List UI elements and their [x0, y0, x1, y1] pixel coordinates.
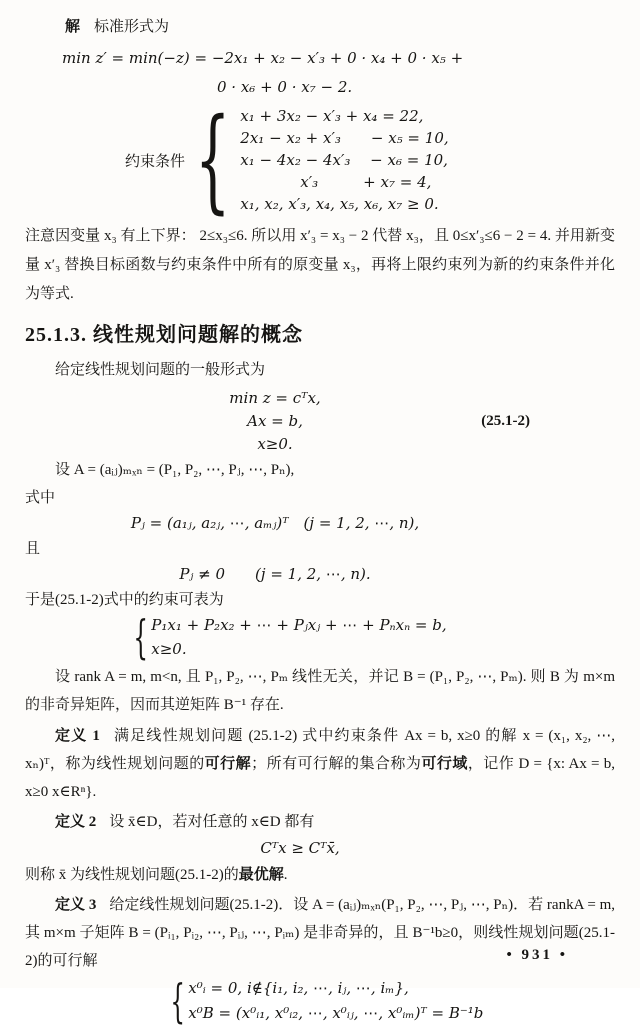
optimal-solution-line: [25, 862, 615, 888]
note-paragraph: 注意因变量 x₃ 有上下界： 2≤x₃≤6. 所以用 x′₃ = x₃ − 2 代替 x₃，且 0≤x′₃≤6 − 2 = 4. 并用新变量 x′₃ 替换目标函数与约束条件中所有的原变量 x₃，再将上限约束列为新的约束条件并化为等式.: [25, 228, 615, 302]
basic-solution-line: x⁰B = (x⁰ᵢ₁, x⁰ᵢ₂, ⋯, x⁰ᵢⱼ, ⋯, x⁰ᵢₘ)ᵀ = B⁻¹b: [188, 1004, 484, 1022]
vector-form-system: [130, 610, 615, 664]
definition-3-label: 定义 3: [55, 897, 97, 913]
definition-1: [25, 722, 615, 806]
rank-paragraph: 设 rank A = m, m<n, 且 P₁, P₂, ⋯, Pₘ 线性无关，并记 B = (P₁, P₂, ⋯, Pₘ). 则 B 为 m×m 的非奇异矩阵，因而其逆矩阵 B⁻¹ 存在.: [25, 669, 615, 713]
feasible-region-term: 可行域: [421, 756, 468, 772]
constraint-equations: [240, 105, 448, 215]
pj-nonzero-condition: Pⱼ ≠ 0 (j = 1, 2, ⋯, n).: [179, 565, 371, 583]
definition-2-text: 设 x̄∈D，若对任意的 x∈D 都有: [109, 814, 315, 830]
vector-form-line: x≥0.: [151, 640, 187, 658]
constraint-system: [125, 95, 615, 225]
lp-standard-form: [25, 387, 615, 456]
constraint-line: x₁ + 3x₂ − x′₃ + x₄ = 22,: [240, 107, 424, 125]
feasible-solution-term: 可行解: [204, 756, 252, 772]
optimal-solution-text: 则称 x̄ 为线性规划问题(25.1-2)的: [25, 867, 239, 883]
left-brace-icon: {: [133, 610, 148, 664]
optimality-inequality: Cᵀx ≥ Cᵀx̄,: [260, 839, 340, 857]
constraint-line: x₁, x₂, x′₃, x₄, x₅, x₆, x₇ ≥ 0.: [240, 195, 439, 213]
vector-form-line: P₁x₁ + P₂x₂ + ⋯ + Pⱼxⱼ + ⋯ + Pₙxₙ = b,: [151, 616, 447, 634]
definition-1-text: ；所有可行解的集合称为: [251, 756, 422, 772]
pj-definition: Pⱼ = (a₁ⱼ, a₂ⱼ, ⋯, aₘⱼ)ᵀ (j = 1, 2, ⋯, n),: [130, 514, 420, 532]
where-label: 式中: [25, 490, 56, 506]
equation-number: (25.1-2): [481, 413, 530, 429]
basic-solution-equations: [188, 976, 483, 1026]
and-label: 且: [25, 541, 41, 557]
left-brace-icon: {: [170, 974, 185, 1028]
basic-solution-line: x⁰ᵢ = 0, i∉{i₁, i₂, ⋯, iⱼ, ⋯, iₘ},: [188, 979, 409, 997]
vector-form-equations: [151, 613, 446, 661]
definition-2: [25, 809, 615, 835]
lp-constraint: [25, 410, 530, 433]
lp-nonnegativity: x≥0.: [257, 435, 293, 453]
lp-constraint-text: Ax = b,: [247, 412, 303, 430]
definition-1-label: 定义 1: [55, 728, 100, 744]
objective-function: [25, 44, 615, 102]
page-number: • 931 •: [506, 947, 568, 963]
general-form-intro: 给定线性规划问题的一般形式为: [55, 362, 266, 378]
constraint-line: x′₃ + x₇ = 4,: [240, 173, 432, 191]
constraints-label: 约束条件: [125, 153, 186, 170]
definition-1-text: 满足线性规划问题 (25.1-2) 式中约束条件 Ax = b, x≥0 的解 x = (x₁, x₂, ⋯, xₙ)ᵀ，称为线性规划问题的: [25, 728, 615, 772]
basic-feasible-solution-system: [167, 976, 615, 1026]
solution-intro: 标准形式为: [94, 19, 170, 35]
solution-label: 解: [65, 19, 81, 35]
objective-line-1: min z′ = min(−z) = −2x₁ + x₂ − x′₃ + 0 · x₄ + 0 · x₅ +: [62, 49, 464, 67]
objective-line-2: 0 · x₆ + 0 · x₇ − 2.: [217, 78, 353, 96]
thus-line: 于是(25.1-2)式中的约束可表为: [25, 592, 224, 608]
optimal-solution-text: .: [283, 867, 288, 883]
definition-1-text: ，记作 D = {x: Ax = b, x≥0 x∈Rⁿ}.: [25, 756, 615, 800]
section-heading: 25.1.3. 线性规划问题解的概念: [25, 324, 303, 346]
solution-line: [25, 14, 615, 41]
definition-3-text: 给定线性规划问题(25.1-2)．设 A = (aᵢⱼ)ₘₓₙ(P₁, P₂, ⋯, Pⱼ, ⋯, Pₙ)．若 rankA = m, 其 m×m 子矩阵 B = (Pᵢ₁, Pᵢ₂, ⋯, Pᵢⱼ, ⋯, Pᵢₘ) 是非奇异的，且 B⁻¹b≥0，则线性规划问题(25.1-2)的可行解: [25, 897, 615, 969]
matrix-definition: 设 A = (aᵢⱼ)ₘₓₙ = (P₁, P₂, ⋯, Pⱼ, ⋯, Pₙ),: [55, 462, 295, 478]
constraint-line: x₁ − 4x₂ − 4x′₃ − x₆ = 10,: [240, 151, 448, 169]
constraint-line: 2x₁ − x₂ + x′₃ − x₅ = 10,: [240, 129, 449, 147]
left-brace-icon: {: [194, 95, 231, 225]
optimal-solution-term: 最优解: [238, 867, 284, 883]
lp-objective: min z = cᵀx,: [229, 389, 321, 407]
definition-2-label: 定义 2: [55, 814, 97, 830]
